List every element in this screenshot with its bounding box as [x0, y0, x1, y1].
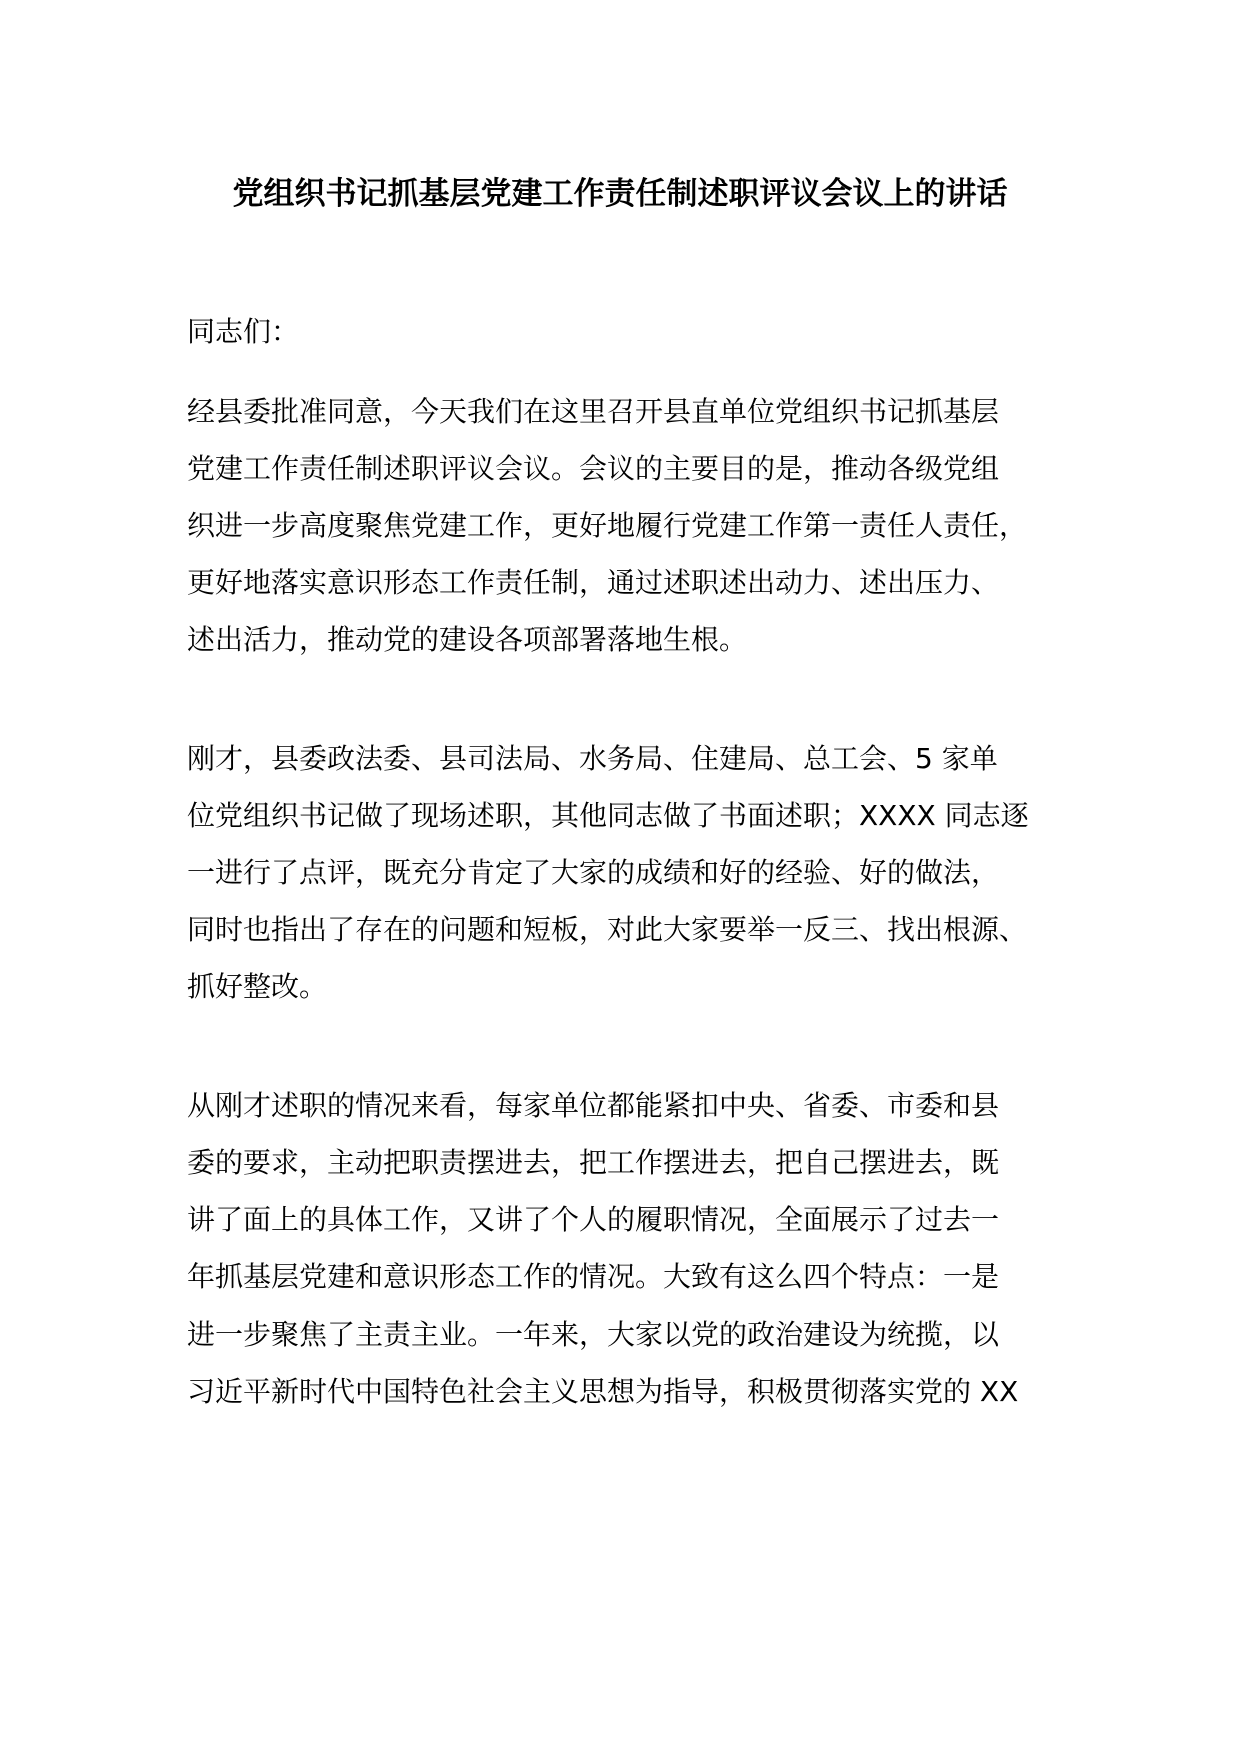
paragraph-line: 织进一步高度聚焦党建工作，更好地履行党建工作第一责任人责任， — [187, 509, 1028, 542]
paragraph-line: 刚才，县委政法委、县司法局、水务局、住建局、总工会、5 家单 — [187, 742, 998, 775]
paragraph-line: 委的要求，主动把职责摆进去，把工作摆进去，把自己摆进去，既 — [187, 1146, 1000, 1179]
paragraph-line: 进一步聚焦了主责主业。一年来，大家以党的政治建设为统揽，以 — [187, 1318, 1000, 1351]
paragraph-line: 从刚才述职的情况来看，每家单位都能紧扣中央、省委、市委和县 — [187, 1089, 1000, 1122]
document-title: 党组织书记抓基层党建工作责任制述职评议会议上的讲话 — [232, 176, 1008, 212]
greeting: 同志们： — [187, 315, 300, 348]
paragraph-line: 习近平新时代中国特色社会主义思想为指导，积极贯彻落实党的 XX — [187, 1375, 1019, 1408]
paragraph-line: 经县委批准同意，今天我们在这里召开县直单位党组织书记抓基层 — [187, 395, 1000, 428]
paragraph-line: 讲了面上的具体工作，又讲了个人的履职情况，全面展示了过去一 — [187, 1203, 1000, 1236]
paragraph-line: 一进行了点评，既充分肯定了大家的成绩和好的经验、好的做法， — [187, 856, 1000, 889]
paragraph-line: 位党组织书记做了现场述职，其他同志做了书面述职；XXXX 同志逐 — [187, 799, 1029, 832]
paragraph-line: 年抓基层党建和意识形态工作的情况。大致有这么四个特点：一是 — [187, 1260, 1000, 1293]
paragraph-line: 党建工作责任制述职评议会议。会议的主要目的是，推动各级党组 — [187, 452, 1000, 485]
paragraph-line: 抓好整改。 — [187, 970, 328, 1003]
paragraph-line: 更好地落实意识形态工作责任制，通过述职述出动力、述出压力、 — [187, 566, 1000, 599]
paragraph-line: 同时也指出了存在的问题和短板，对此大家要举一反三、找出根源、 — [187, 913, 1028, 946]
paragraph-line: 述出活力，推动党的建设各项部署落地生根。 — [187, 623, 748, 656]
